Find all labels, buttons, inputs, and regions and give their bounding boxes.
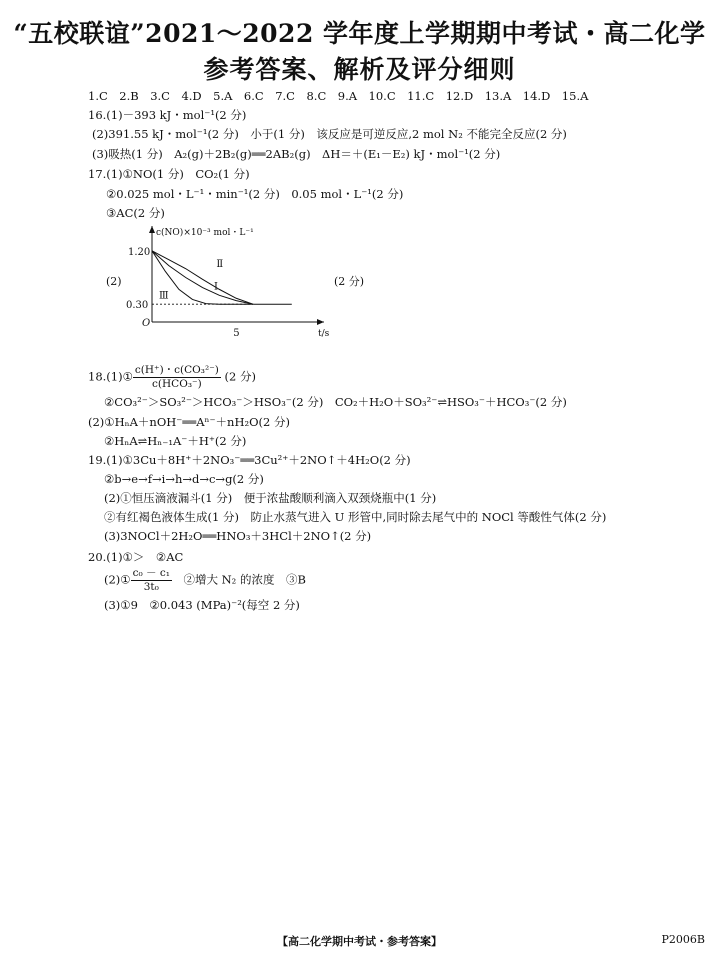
series-label-3: Ⅲ <box>159 290 169 302</box>
answer-line-17-1: 17.(1)①NO(1 分) CO₂(1 分) <box>88 167 250 181</box>
answer-line-16-3: (3)吸热(1 分) A₂(g)＋2B₂(g)══2AB₂(g) ΔH＝＋(E₁－E₂) kJ・mol⁻¹(2 分) <box>92 147 501 161</box>
answer-line-19-3: (2)①恒压滴液漏斗(1 分) 便于浓盐酸顺利滴入双颈烧瓶中(1 分) <box>104 491 437 505</box>
q18-suffix: (2 分) <box>224 369 256 384</box>
equilibrium-constant-fraction <box>133 364 221 391</box>
q18-prefix: 18.(1)① <box>88 369 133 384</box>
chart-score-label: (2 分) <box>334 275 365 289</box>
fraction-denominator: c(HCO₃⁻) <box>152 378 202 390</box>
answer-line-20-1: 20.(1)①＞ ②AC <box>88 550 184 564</box>
footer-title: 【高二化学期中考试・参考答案】 <box>277 935 442 948</box>
fraction-numerator: c₀ － c₁ <box>132 567 170 579</box>
answer-line-18-4: ②HₙA⇌Hₙ₋₁A⁻＋H⁺(2 分) <box>104 434 247 448</box>
chart-prefix-label: (2) <box>106 275 122 289</box>
answer-line-19-4: ②有红褐色液体生成(1 分) 防止水蒸气进入 U 形管中,同时除去尾气中的 NOCl 等酸性气体(2 分) <box>104 510 607 524</box>
concentration-chart <box>100 224 400 354</box>
q20-suffix: ②增大 N₂ 的浓度 ③B <box>171 572 306 587</box>
series-label-1: Ⅰ <box>214 281 218 293</box>
footer-code: P2006B <box>661 933 705 946</box>
y-tick-label: 1.20 <box>128 246 151 258</box>
x-axis-arrow <box>317 319 324 325</box>
fraction-numerator: c(H⁺)・c(CO₃²⁻) <box>134 364 219 376</box>
answer-line-20-2 <box>104 567 306 594</box>
title-line-2: 参考答案、解析及评分细则 <box>203 55 516 84</box>
title-line-1: “五校联谊”2021～2022 学年度上学期期中考试・高二化学 <box>13 19 706 48</box>
chart-axes <box>149 226 324 325</box>
answer-line-18-1 <box>88 364 256 391</box>
q20-prefix: (2)① <box>104 572 131 587</box>
rate-fraction <box>131 567 172 594</box>
y-axis-label: c(NO)×10⁻³ mol・L⁻¹ <box>156 228 254 238</box>
x-axis-label: t/s <box>318 329 330 339</box>
answer-line-16-2: (2)391.55 kJ・mol⁻¹(2 分) 小于(1 分) 该反应是可逆反应,2 mol N₂ 不能完全反应(2 分) <box>92 127 567 141</box>
answer-line-18-2: ②CO₃²⁻＞SO₃²⁻＞HCO₃⁻＞HSO₃⁻(2 分) CO₂＋H₂O＋SO₃²⁻⇌HSO₃⁻＋HCO₃⁻(2 分) <box>104 395 567 409</box>
answer-line-19-2: ②b→e→f→i→h→d→c→g(2 分) <box>104 472 264 486</box>
y-tick-label: 0.30 <box>126 300 149 312</box>
answer-line-20-3: (3)①9 ②0.043 (MPa)⁻²(每空 2 分) <box>104 598 300 612</box>
answer-line-19-5: (3)3NOCl＋2H₂O══HNO₃＋3HCl＋2NO↑(2 分) <box>104 529 372 543</box>
x-tick-label: 5 <box>233 328 240 339</box>
origin-label: O <box>142 318 151 329</box>
fraction-denominator: 3t₀ <box>143 581 159 593</box>
answer-line-choice: 1.C 2.B 3.C 4.D 5.A 6.C 7.C 8.C 9.A 10.C 11.C 12.D 13.A 14.D 15.A <box>88 89 589 103</box>
answer-line-17-2: ②0.025 mol・L⁻¹・min⁻¹(2 分) 0.05 mol・L⁻¹(2 分) <box>106 187 404 201</box>
series-label-2: Ⅱ <box>216 258 224 270</box>
answer-line-17-3: ③AC(2 分) <box>106 206 165 220</box>
answer-line-16-1: 16.(1)－393 kJ・mol⁻¹(2 分) <box>88 108 247 122</box>
answer-line-19-1: 19.(1)①3Cu＋8H⁺＋2NO₃⁻══3Cu²⁺＋2NO↑＋4H₂O(2 分) <box>88 453 411 467</box>
answer-line-18-3: (2)①HₙA＋nOH⁻══Aⁿ⁻＋nH₂O(2 分) <box>88 415 290 429</box>
y-axis-arrow <box>149 226 155 233</box>
